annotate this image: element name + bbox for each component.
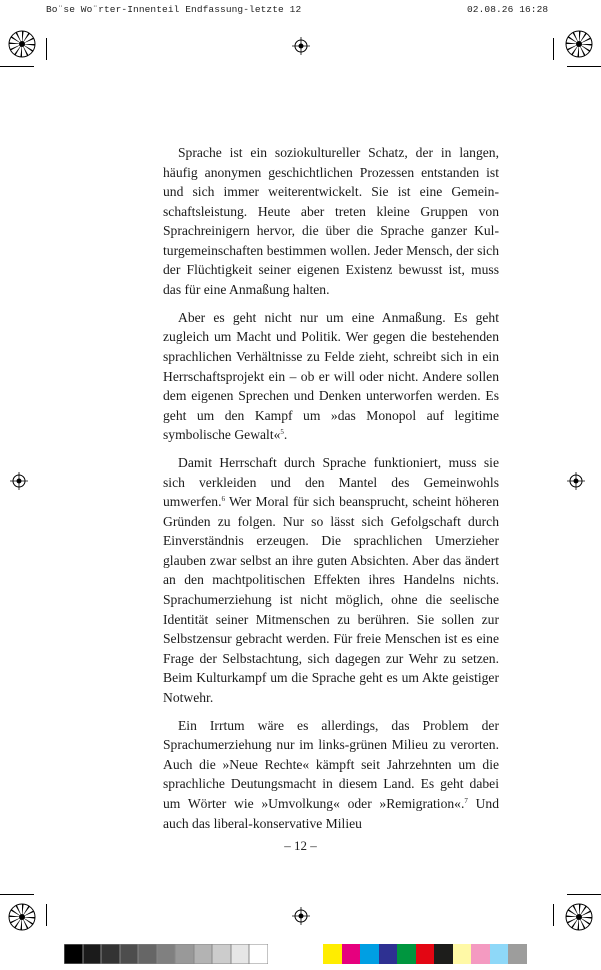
color-patch [120, 944, 139, 964]
registration-crosshair-icon [292, 907, 310, 925]
starburst-target-icon [564, 902, 594, 932]
registration-crosshair-icon [292, 37, 310, 55]
color-patch [342, 944, 361, 964]
color-patch [138, 944, 157, 964]
color-patch [416, 944, 435, 964]
page-number: – 12 – [284, 838, 317, 853]
color-patch [453, 944, 472, 964]
color-patch [175, 944, 194, 964]
color-patch [101, 944, 120, 964]
color-patch [157, 944, 176, 964]
paragraph-3: Damit Herrschaft durch Sprache funktioniert, muss sie sich verkleiden und den Mantel des Gemeinwohls umwerfen.$^6$ Wer Moral für sich beansprucht, scheint höheren Gründen zu folgen. Nur so lässt sich Gefolgschaft durch Einverständnis erzeugen. Die sprachlichen Umerzieher glauben zwar selbst an ihre guten Absichten. Aber das ändert an den machtpolitischen Effekten ihres Handelns nichts. Sprachumerziehung ist nicht möglich, ohne die seelische Identität seiner Mitmenschen zu berühren. Sie sollen zur Selbstzensur gebracht werden. Für freie Menschen ist es eine Frage der Selbstachtung, sich dagegen zur Wehr zu setzen. Beim Kulturkampf um die Sprache geht es um Akte geistiger Notwehr. [163, 455, 499, 705]
registration-crosshair-icon [10, 472, 28, 490]
color-patch [231, 944, 250, 964]
body-text [163, 143, 499, 842]
color-patch [249, 944, 268, 964]
starburst-target-icon [7, 29, 37, 59]
color-patch [323, 944, 342, 964]
color-patch [194, 944, 213, 964]
color-control-bar [323, 944, 527, 964]
color-patch [434, 944, 453, 964]
paragraph-4: Ein Irrtum wäre es allerdings, das Problem der Sprachumerziehung nur im links-grünen Milieu zu verorten. Auch die »Neue Rechte« kämpft seit Jahrzehnten um die sprachliche Deutungsmacht in diesem Land. Es geht dabei um Wörter wie »Umvolkung« oder »Remigration«.$^7$ Und auch das liberal-konservative Milieu [163, 717, 499, 831]
color-patch [64, 944, 83, 964]
slug-timestamp: 02.08.26 16:28 [467, 4, 549, 15]
paragraph-1: Sprache ist ein soziokultureller Schatz, der in langen, häufig anonymen geschichtlichen Prozessen entstanden ist und sich immer weiterentwickelt. Sie ist eine Gemeinschaftsleistung. Heute aber treten kleine Gruppen von Sprachreinigern hervor, die über die Sprache ganzer Kulturgemeinschaften bestimmen wollen. Jeder Mensch, der sich der Flüchtigkeit seiner eigenen Existenz bewusst ist, muss das für eine Anmaßung halten. [163, 145, 499, 297]
color-patch [360, 944, 379, 964]
starburst-target-icon [7, 902, 37, 932]
color-patch [83, 944, 102, 964]
color-patch [508, 944, 527, 964]
footnote-ref-7: 7 [464, 797, 468, 805]
color-patch [471, 944, 490, 964]
color-patch [490, 944, 509, 964]
registration-crosshair-icon [567, 472, 585, 490]
color-patch [397, 944, 416, 964]
color-patch [379, 944, 398, 964]
color-patch [212, 944, 231, 964]
footnote-ref-6: 6 [221, 495, 226, 504]
paragraph-2: Aber es geht nicht nur um eine Anmaßung. Es geht zugleich um Macht und Politik. Wer gegen die bestehenden sprachlichen Verhältnisse zu Felde zieht, schreibt sich in ein Herrschaftsprojekt ein – ob er will oder nicht. Andere sollen dem eigenen Sprechen und Denken unterworfen werden. Es geht um den Kampf um »das Monopol auf legitime symbolische Gewalt«$^5$. [163, 309, 499, 443]
starburst-target-icon [564, 29, 594, 59]
grayscale-control-bar [64, 944, 268, 964]
slug-filename: Bo¨se Wo¨rter-Innenteil Endfassung-letzte 12 [46, 4, 302, 15]
footnote-ref-5: 5 [280, 428, 284, 437]
